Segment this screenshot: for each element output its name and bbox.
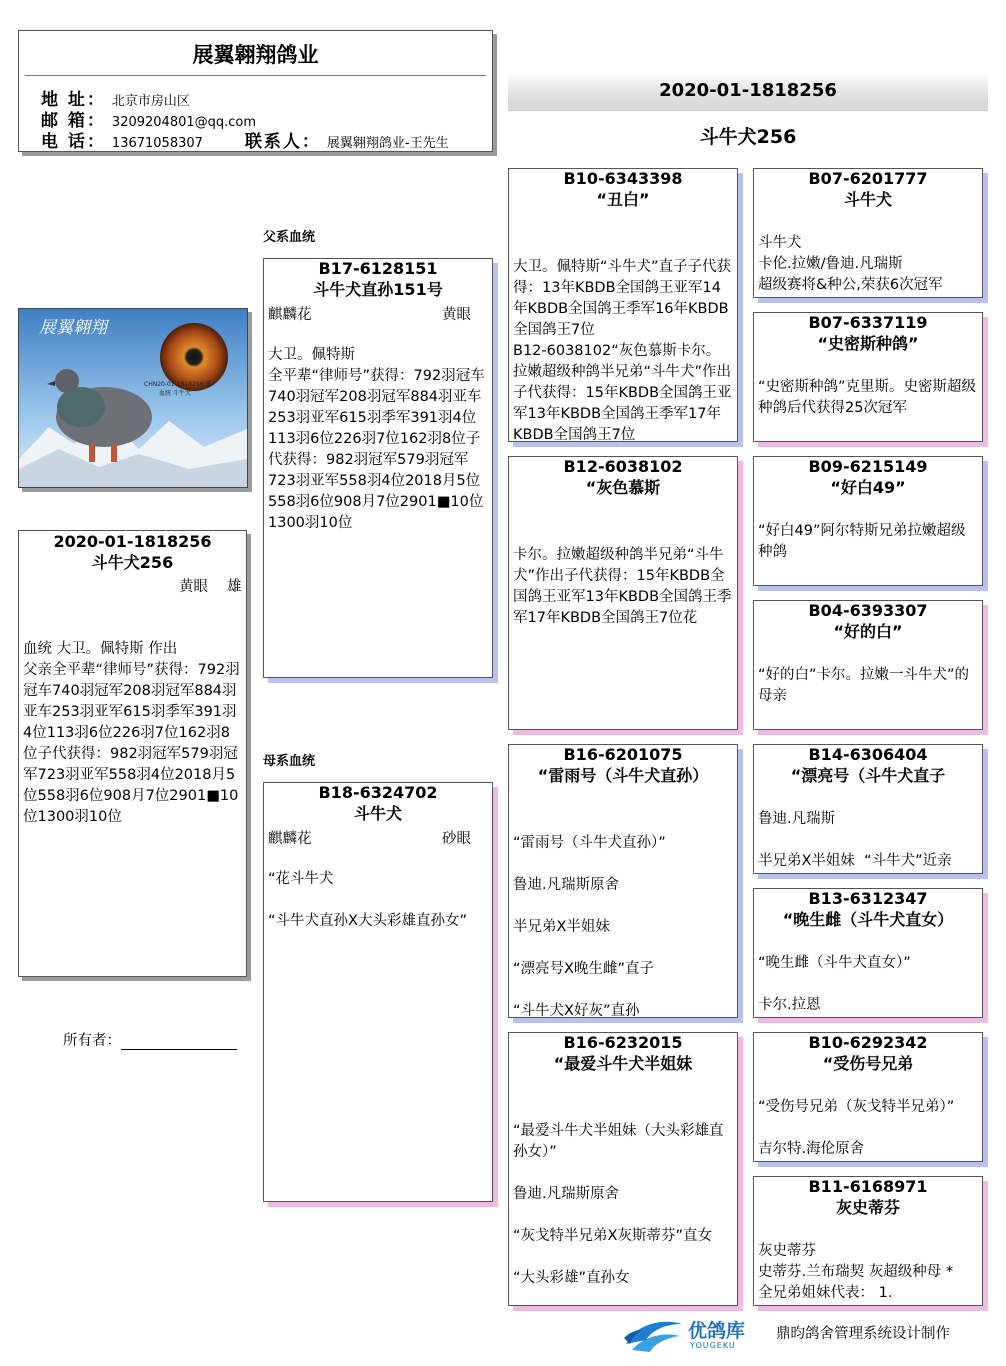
address-value: 北京市房山区: [111, 94, 190, 109]
photo-ring-text: CHN20-01-1818256 雄: [144, 381, 212, 388]
great-grandparent-ring: B04-6393307: [808, 601, 928, 620]
footer-brand-en: YOUGEKU: [690, 1341, 736, 1350]
sire-line-label: 父系血统: [263, 230, 316, 245]
subject-notes: 血统 大卫。佩特斯 作出 父亲全平辈“律师号”获得：792羽冠车740羽冠军208羽冠军884羽亚车253羽亚军615羽季军391羽4位113羽6位226羽7位162羽8位子代获得：982羽冠军579羽冠军723羽亚军558羽4位2018月5位558羽6位908月7位2901■10位1300羽10位: [23, 641, 240, 825]
loft-info-box: [18, 30, 493, 152]
great-grandparent-name: “受伤号兄弟: [822, 1054, 914, 1073]
subject-bird-box: [18, 530, 247, 977]
contact-label: 联系人：: [244, 132, 321, 152]
grandparent-name: “灰色慕斯: [585, 478, 661, 497]
phone-value: 13671058307: [111, 136, 203, 151]
great-grandparent-ring: B07-6201777: [808, 169, 928, 188]
sire-color: 麒麟花: [268, 307, 312, 323]
great-grandparent-ring: B13-6312347: [808, 889, 928, 908]
footer: [622, 1312, 992, 1358]
great-grandparent-name: “漂亮号（斗牛犬直子: [790, 766, 946, 785]
sire-box: [263, 258, 493, 678]
great-grandparent-notes: “史密斯种鸽”克里斯。史密斯超级种鸽后代获得25次冠军: [758, 379, 977, 416]
address-label: 地 址：: [41, 90, 106, 110]
yougeku-logo-icon: [622, 1314, 686, 1356]
pigeon-photo: [18, 308, 248, 488]
grandparent-name: “最爱斗牛犬半姐妹: [553, 1054, 693, 1073]
great-grandparent-ring: B14-6306404: [808, 745, 928, 764]
subject-eye: 黄眼: [179, 579, 208, 595]
great-grandparent-notes: “受伤号兄弟（灰戈特半兄弟）” 吉尔特.海伦原舍: [758, 1099, 955, 1157]
phone-label: 电 话：: [41, 132, 106, 152]
great-grandparent-notes: “好白49”阿尔特斯兄弟拉嫩超级种鸽: [758, 523, 966, 560]
title-bird-name: 斗牛犬256: [699, 126, 797, 148]
dam-ring: B18-6324702: [318, 783, 438, 802]
great-grandparent-ring: B10-6292342: [808, 1033, 928, 1052]
footer-credit: 鼎昀鸽舍管理系统设计制作: [776, 1326, 950, 1342]
loft-name: 展翼翱翔鸽业: [192, 43, 319, 67]
phone-row: [41, 127, 449, 152]
great-grandparent-ring: B07-6337119: [808, 313, 928, 332]
sire-name: 斗牛犬直孙151号: [313, 280, 443, 299]
grandparent-name: “丑白”: [596, 190, 650, 209]
grandparent-ring: B16-6201075: [563, 745, 683, 764]
grandparent-notes: 大卫。佩特斯“斗牛犬”直子子代获得：13年KBDB全国鸽王亚军14年KBDB全国鸽王季军16年KBDB全国鸽王7位 B12-6038102“灰色慕斯卡尔。拉嫩超级种鸽半兄弟“斗牛犬”作出子代获得：15年KBDB全国鸽王亚军13年KBDB全国鸽王季军17年KBDB全国鸽王7位: [513, 259, 732, 441]
dam-name: 斗牛犬: [353, 804, 402, 823]
grandparent-notes: “雷雨号（斗牛犬直孙）” 鲁迪.凡瑞斯原舍 半兄弟X半姐妹 “漂亮号X晚生雌”直子 “斗牛犬X好灰”直孙: [513, 835, 666, 1017]
great-grandparent-box: [753, 312, 983, 442]
email-label: 邮 箱：: [41, 111, 106, 131]
great-grandparent-name: “好的白”: [833, 622, 903, 641]
grandparent-box: [508, 456, 738, 730]
contact-value: 展翼翱翔鸽业-王先生: [326, 136, 449, 151]
title-band: [508, 72, 988, 111]
owner-blank[interactable]: [121, 1035, 237, 1050]
email-value: 3209204801@qq.com: [111, 115, 257, 130]
great-grandparent-notes: “好的白”卡尔。拉嫩一斗牛犬”的母亲: [758, 667, 970, 704]
great-grandparent-box: [753, 168, 983, 298]
photo-brand-text: 展翼翱翔: [39, 318, 107, 338]
grandparent-notes: “最爱斗牛犬半姐妹（大头彩雄直孙女）” 鲁迪.凡瑞斯原舍 “灰戈特半兄弟X灰斯蒂芬”直女 “大头彩雄”直孙女: [513, 1123, 724, 1286]
great-grandparent-name: 斗牛犬: [843, 190, 892, 209]
great-grandparent-box: [753, 456, 983, 586]
pigeon-photo-image: [19, 309, 247, 487]
grandparent-box: [508, 744, 738, 1018]
great-grandparent-name: “晚生雌（斗牛犬直女）: [782, 910, 954, 929]
sire-notes: 大卫。佩特斯 全平辈“律师号”获得：792羽冠车740羽冠军208羽冠军884羽亚车253羽亚军615羽季军391羽4位113羽6位226羽7位162羽8位子代获得：982羽冠军579羽冠军723羽亚军558羽4位2018月5位558羽6位908月7位2901■10位1300羽10位: [268, 347, 485, 531]
grandparent-ring: B10-6343398: [563, 169, 683, 188]
great-grandparent-notes: “晚生雌（斗牛犬直女）” 卡尔.拉恩: [758, 955, 911, 1013]
great-grandparent-box: [753, 744, 983, 874]
sire-ring: B17-6128151: [318, 259, 438, 278]
dam-color: 麒麟花: [268, 831, 312, 847]
great-grandparent-notes: 鲁迪.凡瑞斯 半兄弟X半姐妹 “斗牛犬”近亲: [758, 811, 952, 869]
grandparent-name: “雷雨号（斗牛犬直孙）: [537, 766, 709, 785]
grandparent-box: [508, 168, 738, 442]
great-grandparent-notes: 灰史蒂芬 史蒂芬.兰布瑞契 灰超级种母 * 全兄弟姐妹代表： 1.: [758, 1243, 954, 1301]
owner-label: 所有者：: [63, 1033, 121, 1049]
owner-line: [63, 1029, 237, 1050]
grandparent-box: [508, 1032, 738, 1306]
great-grandparent-name: 灰史蒂芬: [835, 1198, 900, 1217]
great-grandparent-box: [753, 888, 983, 1018]
subject-ring: 2020-01-1818256: [53, 532, 212, 551]
great-grandparent-box: [753, 600, 983, 730]
subject-name: 斗牛犬256: [91, 553, 174, 572]
great-grandparent-name: “史密斯种鸽”: [817, 334, 919, 353]
great-grandparent-ring: B09-6215149: [808, 457, 928, 476]
sire-eye: 黄眼: [442, 307, 471, 323]
title-ring: 2020-01-1818256: [659, 80, 837, 101]
grandparent-ring: B16-6232015: [563, 1033, 683, 1052]
subject-sex: 雄: [227, 579, 242, 595]
great-grandparent-box: [753, 1032, 983, 1162]
dam-notes: “花斗牛犬 “斗牛犬直孙X大头彩雄直孙女”: [268, 871, 467, 929]
great-grandparent-box: [753, 1176, 983, 1306]
great-grandparent-notes: 斗牛犬 卡伦.拉嫩/鲁迪.凡瑞斯 超级赛将&种公,荣获6次冠军: [758, 235, 943, 293]
grandparent-notes: 卡尔。拉嫩超级种鸽半兄弟“斗牛犬”作出子代获得：15年KBDB全国鸽王亚军13年KBDB全国鸽王季军17年KBDB全国鸽王7位花: [513, 547, 732, 626]
grandparent-ring: B12-6038102: [563, 457, 683, 476]
dam-eye: 砂眼: [442, 831, 471, 847]
great-grandparent-name: “好白49”: [830, 478, 906, 497]
photo-name-text: 血统 斗牛犬: [159, 390, 191, 397]
dam-box: [263, 782, 493, 1202]
dam-line-label: 母系血统: [263, 754, 316, 769]
great-grandparent-ring: B11-6168971: [808, 1177, 928, 1196]
header-divider: [25, 75, 486, 76]
footer-brand: 优鸽库: [688, 1320, 746, 1342]
